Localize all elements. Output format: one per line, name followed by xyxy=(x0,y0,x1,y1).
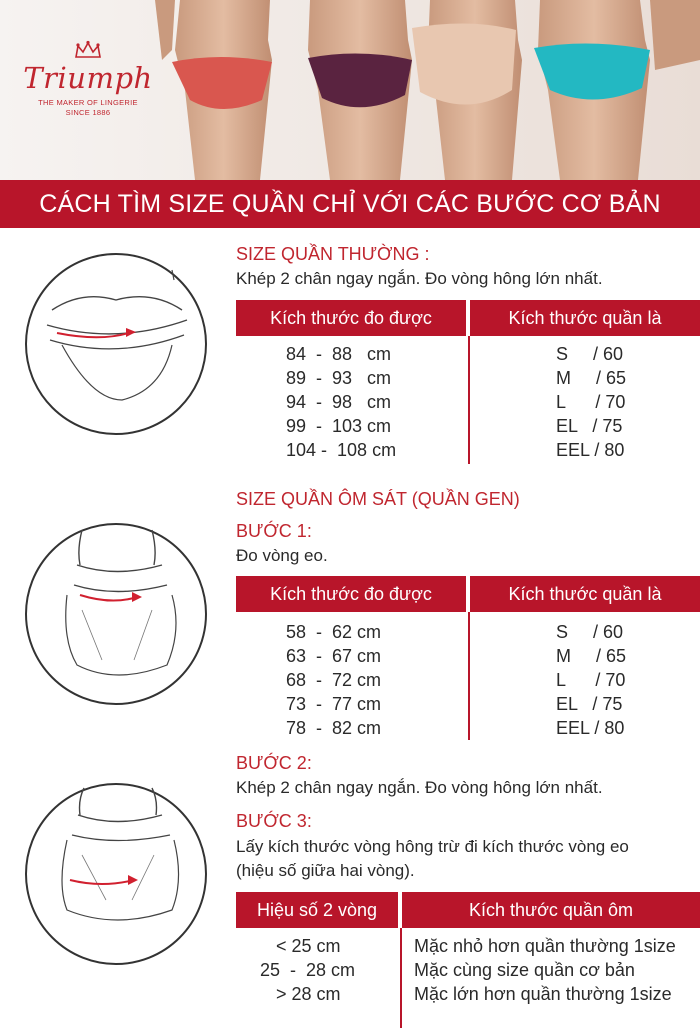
table-cell: S / 60 xyxy=(556,622,624,642)
table-cell: Mặc nhỏ hơn quần thường 1size xyxy=(414,936,676,956)
table-cell: L / 70 xyxy=(556,392,626,412)
table-cell: 58 - 62 cm xyxy=(286,622,382,642)
table-cell: M / 65 xyxy=(556,368,627,388)
table-cell: EEL / 80 xyxy=(556,440,625,460)
col-measured: Kích thước đo được xyxy=(236,576,466,612)
diff-table-header xyxy=(236,892,700,928)
table-cell: 63 - 67 cm xyxy=(286,646,382,666)
table-cell: 89 - 93 cm xyxy=(286,368,392,388)
table-cell: 84 - 88 cm xyxy=(286,344,392,364)
table-cell: M / 65 xyxy=(556,646,627,666)
table-cell: 104 - 108 cm xyxy=(286,440,397,460)
fitted-size-title: SIZE QUẦN ÔM SÁT (QUẦN GEN) xyxy=(236,489,520,509)
step3-text-line1: Lấy kích thước vòng hông trừ đi kích thước vòng eo xyxy=(236,837,629,856)
table-cell: EL / 75 xyxy=(556,416,623,436)
brand-logo xyxy=(18,40,158,118)
col-diff: Hiệu số 2 vòng xyxy=(236,892,398,928)
regular-table-header xyxy=(236,300,700,336)
regular-size-title: SIZE QUẦN THƯỜNG : xyxy=(236,244,430,264)
page-title: CÁCH TÌM SIZE QUẦN CHỈ VỚI CÁC BƯỚC CƠ BẢN xyxy=(0,180,700,228)
table-cell: 68 - 72 cm xyxy=(286,670,382,690)
model-1 xyxy=(155,0,272,180)
hip-step2-illustration xyxy=(22,780,210,968)
col-fit: Kích thước quần ôm xyxy=(402,892,700,928)
model-3 xyxy=(412,0,522,180)
table-cell: L / 70 xyxy=(556,670,626,690)
brand-tagline: THE MAKER OF LINGERIE xyxy=(38,98,138,107)
model-2 xyxy=(308,0,412,180)
fitted-table-header xyxy=(236,576,700,612)
models-photo xyxy=(150,0,700,180)
table-cell: 78 - 82 cm xyxy=(286,718,382,738)
hip-measure-illustration xyxy=(22,250,210,438)
step3-text-line2: (hiệu số giữa hai vòng). xyxy=(236,861,415,880)
hero-banner xyxy=(0,0,700,180)
col-size: Kích thước quần là xyxy=(470,576,700,612)
crown-icon xyxy=(73,40,103,60)
table-cell: EEL / 80 xyxy=(556,718,625,738)
regular-table-divider xyxy=(468,336,470,464)
table-cell: > 28 cm xyxy=(276,984,341,1004)
table-cell: S / 60 xyxy=(556,344,624,364)
step2-title: BƯỚC 2: xyxy=(236,753,312,773)
brand-since: SINCE 1886 xyxy=(65,108,111,117)
waist-measure-illustration xyxy=(22,520,210,708)
table-cell: 73 - 77 cm xyxy=(286,694,382,714)
step1-text: Đo vòng eo. xyxy=(236,546,328,565)
diff-table-divider xyxy=(400,928,402,1028)
table-cell: 25 - 28 cm xyxy=(260,960,356,980)
table-cell: Mặc cùng size quần cơ bản xyxy=(414,960,635,980)
step2-text: Khép 2 chân ngay ngắn. Đo vòng hông lớn nhất. xyxy=(236,778,603,797)
col-measured: Kích thước đo được xyxy=(236,300,466,336)
table-cell: Mặc lớn hơn quần thường 1size xyxy=(414,984,672,1004)
regular-instruction: Khép 2 chân ngay ngắn. Đo vòng hông lớn nhất. xyxy=(236,269,603,288)
table-cell: 99 - 103 cm xyxy=(286,416,392,436)
table-cell: < 25 cm xyxy=(276,936,341,956)
step1-title: BƯỚC 1: xyxy=(236,521,312,541)
model-4 xyxy=(534,0,700,180)
table-cell: EL / 75 xyxy=(556,694,623,714)
step3-title: BƯỚC 3: xyxy=(236,811,312,831)
table-cell: 94 - 98 cm xyxy=(286,392,392,412)
brand-name: Triumph xyxy=(23,61,153,95)
fitted-table-divider xyxy=(468,612,470,740)
col-size: Kích thước quần là xyxy=(470,300,700,336)
